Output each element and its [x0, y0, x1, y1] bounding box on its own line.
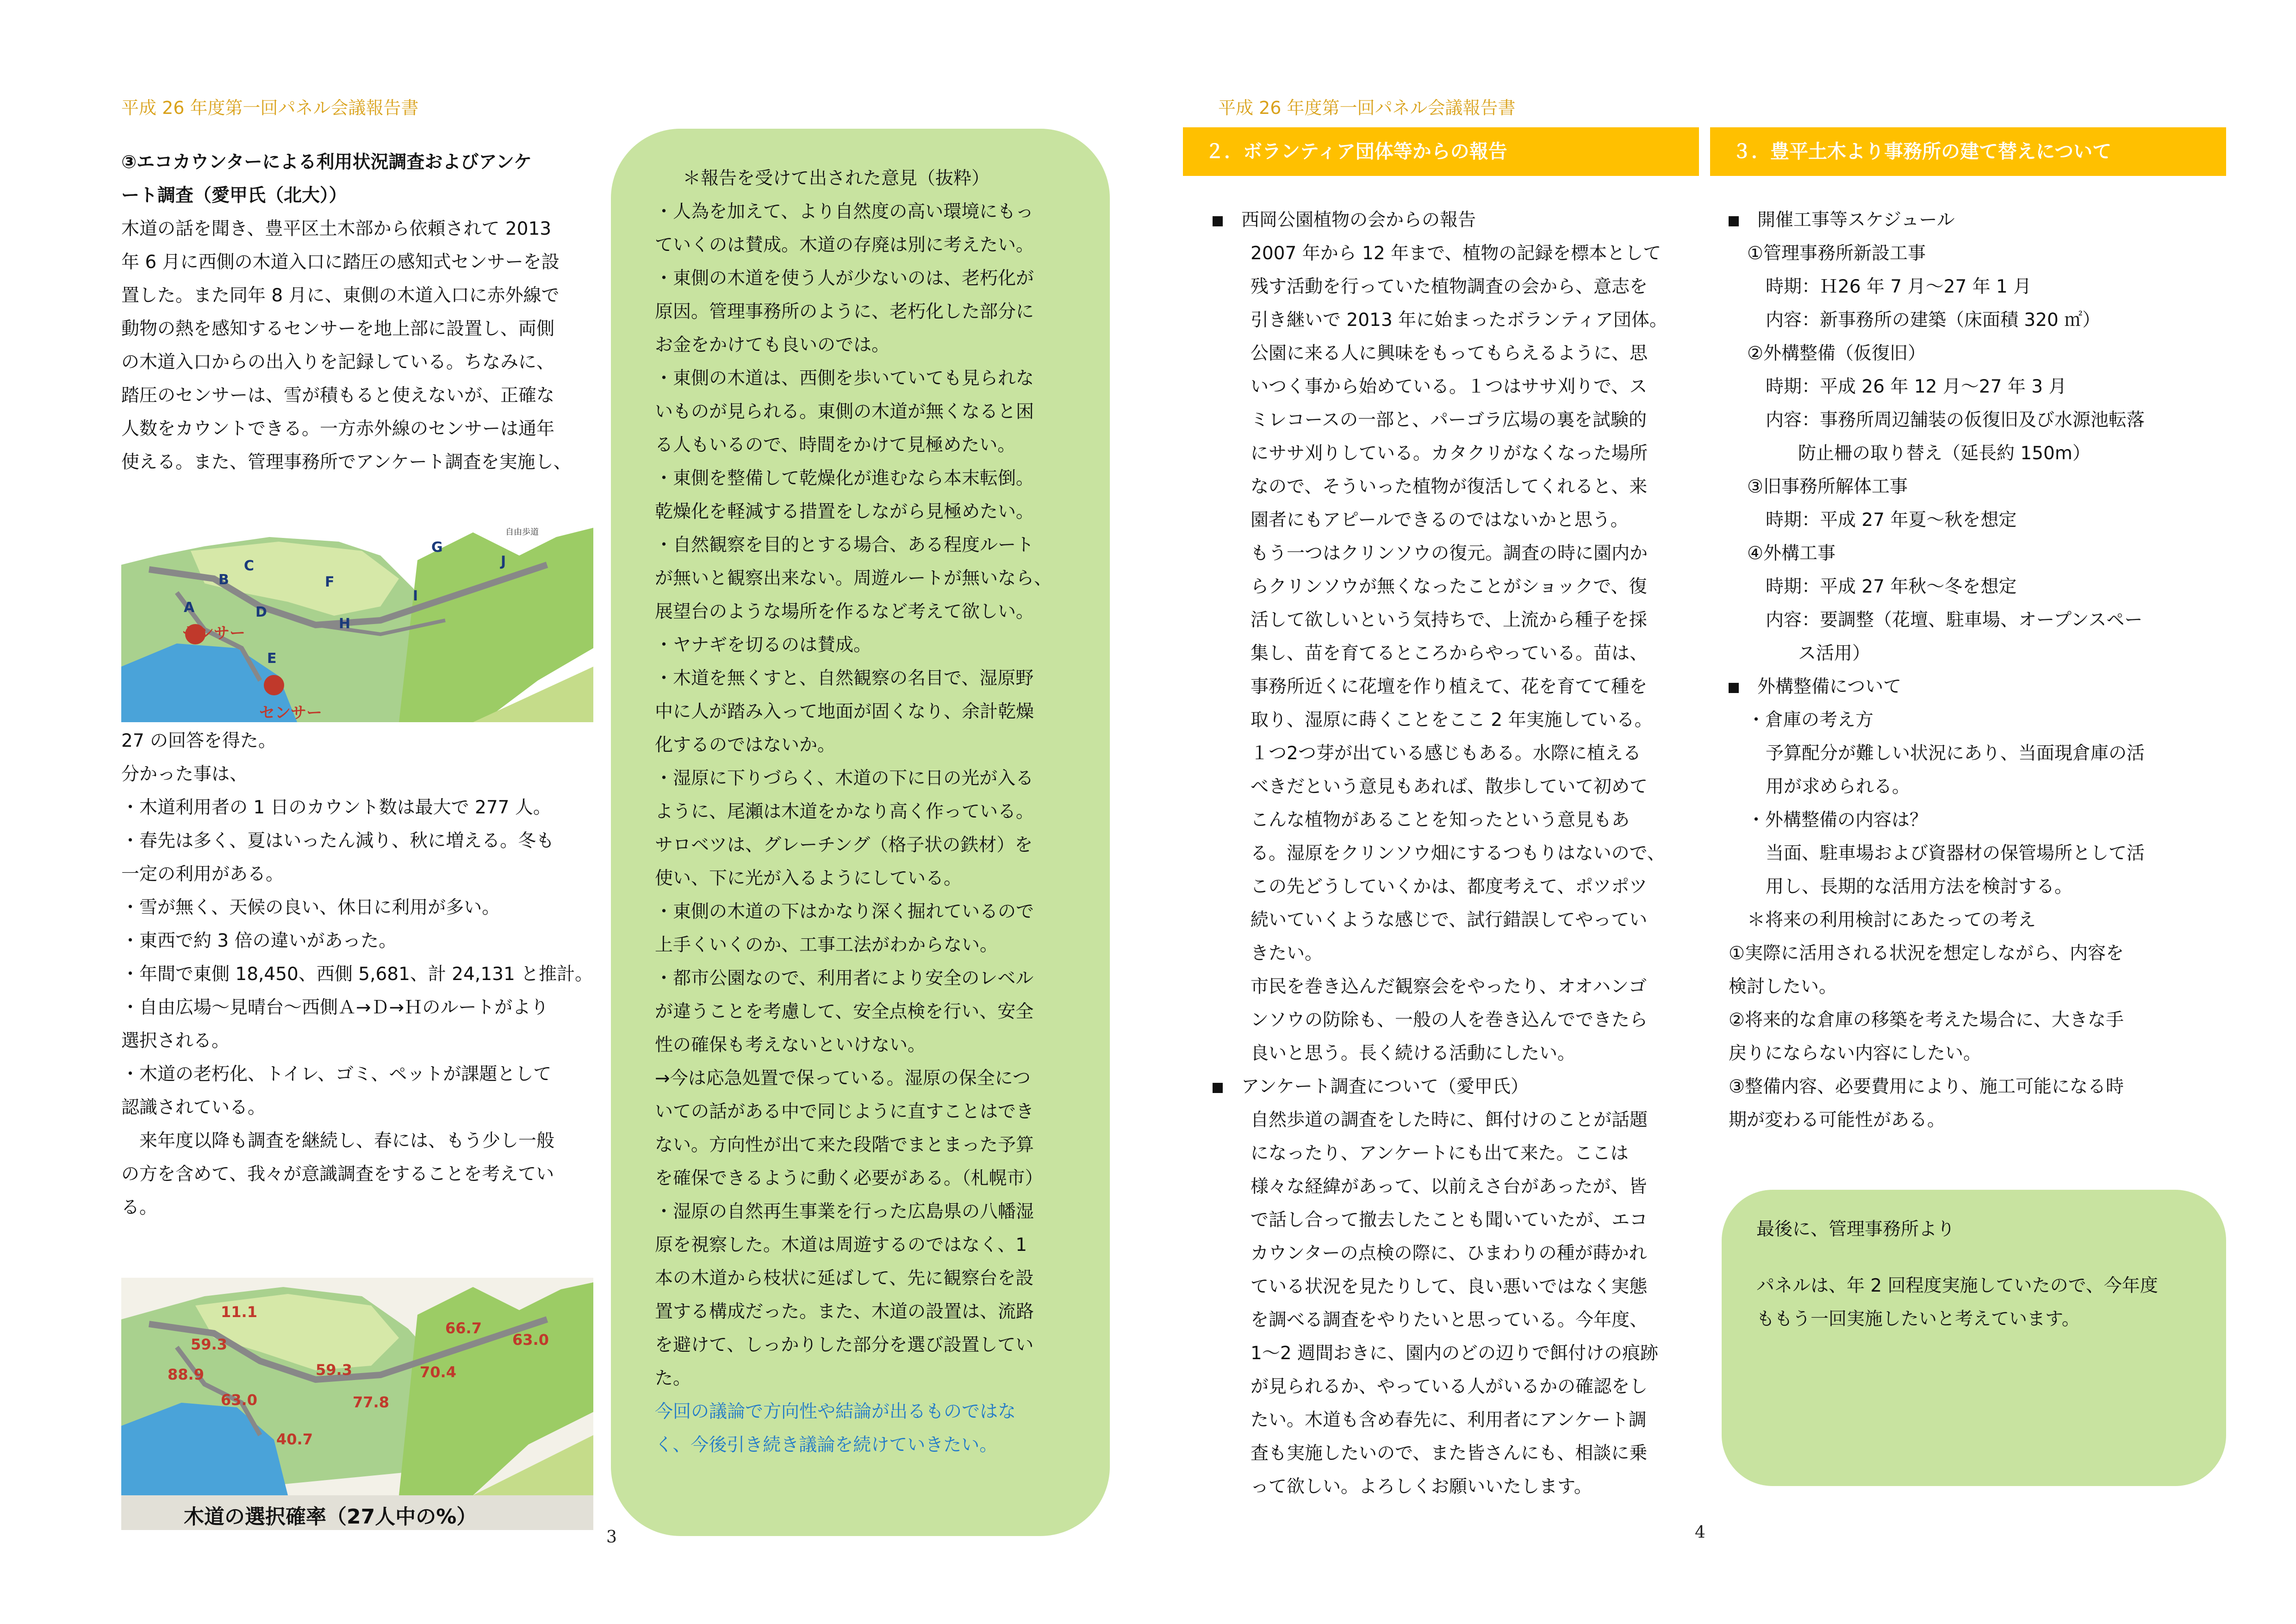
- paragraph-line: 市民を巻き込んだ観察会をやったり、オオハンゴ: [1251, 976, 1647, 997]
- paragraph-line: 置した。また同年 8 月に、東側の木道入口に赤外線で: [121, 285, 560, 306]
- rate-h: 77.8: [353, 1393, 389, 1411]
- map-legend: 自由歩道: [505, 528, 539, 537]
- schedule-item: ③旧事務所解体工事: [1747, 476, 1908, 497]
- paragraph-line: 使える。また、管理事務所でアンケート調査を実施し、: [121, 452, 572, 473]
- opinion-line: を確保できるように動く必要がある。（札幌市）: [655, 1168, 1043, 1189]
- section-3-title-bar: ３．豊平土木より事務所の建て替えについて: [1710, 127, 2226, 176]
- paragraph-line: って欲しい。よろしくお願いいたします。: [1251, 1476, 1592, 1497]
- paragraph-line: 認識されている。: [121, 1097, 266, 1118]
- opinion-line: →今は応急処置で保っている。湿原の保全につ: [655, 1068, 1031, 1089]
- paragraph-line: ・木道の老朽化、トイレ、ゴミ、ペットが課題として: [121, 1064, 552, 1085]
- paragraph-line: 事務所近くに花壇を作り植えて、花を育てて種を: [1251, 676, 1648, 697]
- paragraph-line: を調べる調査をやりたいと思っている。今年度、: [1251, 1310, 1648, 1330]
- map-letter-j: J: [501, 553, 506, 569]
- paragraph-line: る。: [121, 1197, 158, 1218]
- closing-line: く、今後引き続き議論を続けていきたい。: [655, 1435, 998, 1455]
- schedule-item: 時期：平成 27 年秋～冬を想定: [1766, 576, 2017, 597]
- rate-g: 66.7: [445, 1319, 482, 1337]
- schedule-item: ①管理事務所新設工事: [1747, 243, 1926, 264]
- opinion-line: ない。方向性が出て来た段階でまとまった予算: [655, 1135, 1034, 1156]
- closing-statement: [655, 1395, 1090, 1462]
- sensor-label-west: センサー: [182, 624, 245, 643]
- paragraph-line: る。湿原をクリンソウ畑にするつもりはないので、: [1251, 843, 1665, 864]
- opinion-line: ・東側を整備して乾燥化が進むなら本末転倒。: [655, 468, 1034, 489]
- opinion-line: る人もいるので、時間をかけて見極めたい。: [655, 435, 1016, 456]
- sensor-map-image: [121, 528, 593, 722]
- detail-item: 戻りにならない内容にしたい。: [1729, 1043, 1982, 1064]
- detail-item: ・外構整備の内容は？: [1747, 810, 1928, 831]
- schedule-item: 時期：平成 26 年 12 月～27 年 3 月: [1766, 376, 2067, 397]
- final-line: ももう一回実施したいと考えています。: [1756, 1309, 2080, 1330]
- sensor-label-east: センサー: [259, 704, 322, 722]
- opinion-line: ・自然観察を目的とする場合、ある程度ルート: [655, 535, 1034, 556]
- paragraph-line: ・東西で約 3 倍の違いがあった。: [121, 931, 397, 951]
- schedule-item: ス活用）: [1798, 643, 1871, 664]
- opinion-line: ・東側の木道の下はかなり深く掘れているので: [655, 901, 1034, 922]
- map-letter-a: A: [184, 600, 195, 616]
- opinion-line: お金をかけても良いのでは。: [655, 335, 890, 356]
- opinion-line: 使い、下に光が入るようにしている。: [655, 868, 962, 889]
- paragraph-line: 来年度以降も調査を継続し、春には、もう少し一般: [121, 1131, 555, 1151]
- paragraph-line: ・雪が無く、天候の良い、休日に利用が多い。: [121, 897, 500, 918]
- opinion-line: 本の木道から枝状に延ばして、先に観察台を設: [655, 1268, 1034, 1289]
- paragraph-line: ている状況を見たりして、良い悪いではなく実態: [1251, 1276, 1648, 1297]
- map-letter-e: E: [267, 650, 277, 667]
- opinion-line: 原を視察した。木道は周遊するのではなく、1: [655, 1235, 1027, 1255]
- paragraph-line: 園者にもアピールできるのではないかと思う。: [1251, 510, 1629, 531]
- survey-report: [1213, 1104, 1703, 1504]
- map-letter-h: H: [339, 616, 351, 632]
- detail-item: ②将来的な倉庫の移築を考えた場合に、大きな手: [1729, 1010, 2124, 1031]
- opinion-line: いての話がある中で同じように直すことはでき: [655, 1101, 1034, 1122]
- paragraph-line: で話し合って撤去したことも聞いていたが、エコ: [1251, 1210, 1648, 1230]
- opinion-line: ・湿原の自然再生事業を行った広島県の八幡湿: [655, 1201, 1034, 1222]
- paragraph-line: らクリンソウが無くなったことがショックで、復: [1251, 576, 1647, 597]
- final-message-body: [1756, 1269, 2210, 1336]
- opinions-section: [655, 162, 1090, 1462]
- opinion-line: ていくのは賛成。木道の存廃は別に考えたい。: [655, 235, 1034, 256]
- opinion-line: ・人為を加えて、より自然度の高い環境にもっ: [655, 201, 1034, 222]
- paragraph-line: 木道の話を聞き、豊平区土木部から依頼されて 2013: [121, 219, 552, 239]
- final-title: 最後に、管理事務所より: [1756, 1219, 1955, 1240]
- paragraph-line: にササ刈りしている。カタクリがなくなった場所: [1251, 443, 1648, 464]
- schedule-item: 時期：Ｈ26 年 7 月～27 年 1 月: [1766, 276, 2032, 297]
- paragraph-line: ・木道利用者の 1 日のカウント数は最大で 277 人。: [121, 797, 551, 818]
- paragraph-line: 良いと思う。長く続ける活動にしたい。: [1251, 1043, 1576, 1064]
- paragraph-line: の方を含めて、我々が意識調査をすることを考えてい: [121, 1164, 554, 1185]
- opinion-line: ように、尾瀬は木道をかなり高く作っている。: [655, 801, 1034, 822]
- schedule-item: 内容：事務所周辺舗装の仮復旧及び水源池転落: [1766, 410, 2145, 431]
- opinion-line: が違うことを考慮して、安全点検を行い、安全: [655, 1001, 1034, 1022]
- detail-item: 予算配分が難しい状況にあり、当面現倉庫の活: [1766, 743, 2145, 764]
- detail-item: ・倉庫の考え方: [1747, 710, 1874, 731]
- map-letter-b: B: [218, 572, 229, 588]
- rate-e: 40.7: [276, 1430, 313, 1448]
- eco-counter-section: [121, 146, 603, 479]
- paragraph-line: もう一つはクリンソウの復元。調査の時に園内か: [1251, 543, 1648, 564]
- exterior-title: 外構整備について: [1757, 676, 1902, 697]
- final-message: [1756, 1213, 2210, 1336]
- paragraph-line: 公園に来る人に興味をもってもらえるように、思: [1251, 343, 1648, 364]
- paragraph-line: になったり、アンケートにも出て来た。ここは: [1251, 1143, 1629, 1164]
- paragraph-line: 踏圧のセンサーは、雪が積もると使えないが、正確な: [121, 385, 555, 406]
- opinion-line: ・東側の木道を使う人が少ないのは、老朽化が: [655, 268, 1034, 289]
- paragraph-line: 一定の利用がある。: [121, 864, 284, 885]
- paragraph-line: こんな植物があることを知ったという意見もあ: [1251, 810, 1630, 831]
- paragraph-line: いつく事から始めている。１つはササ刈りで、ス: [1251, 376, 1648, 397]
- section-title-line1: ③エコカウンターによる利用状況調査およびアンケ: [121, 152, 532, 173]
- map-caption: 木道の選択確率（27人中の%）: [184, 1505, 477, 1529]
- paragraph-line: 様々な経緯があって、以前えさ台があったが、皆: [1251, 1176, 1647, 1197]
- opinion-line: 中に人が踏み入って地面が固くなり、余計乾燥: [655, 701, 1034, 722]
- item2-title: アンケート調査について（愛甲氏）: [1241, 1076, 1529, 1097]
- paragraph-line: 動物の熱を感知するセンサーを地上部に設置し、両側: [121, 319, 555, 339]
- page-header-right: 平成 26 年度第一回パネル会議報告書: [1218, 98, 1516, 118]
- results-paragraph: [121, 725, 603, 1224]
- final-line: パネルは、年 2 回程度実施していたので、今年度: [1756, 1275, 2158, 1296]
- opinions-heading: ＊報告を受けて出された意見（抜粋）: [683, 168, 990, 189]
- paragraph-line: 選択される。: [121, 1031, 230, 1051]
- map-letter-g: G: [431, 539, 443, 556]
- bullet-icon: [1729, 683, 1739, 693]
- paragraph-line: たい。木道も含め春先に、利用者にアンケート調: [1251, 1410, 1647, 1430]
- paragraph-line: 年 6 月に西側の木道入口に踏圧の感知式センサーを設: [121, 252, 560, 273]
- paragraph-line: ・自由広場～見晴台～西側Ａ→Ｄ→Ｈのルートがより: [121, 997, 549, 1018]
- paragraph-line: ンソウの防除も、一般の人を巻き込んでできたら: [1251, 1010, 1648, 1031]
- plant-society-report: [1213, 237, 1703, 1070]
- opinion-line: ・木道を無くすと、自然観察の名目で、湿原野: [655, 668, 1034, 689]
- section-2-title-bar: ２．ボランティア団体等からの報告: [1183, 127, 1699, 176]
- paragraph-line: 活して欲しいという気持ちで、上流から種子を採: [1251, 610, 1647, 631]
- intro-paragraph: [121, 212, 603, 479]
- rate-c: 11.1: [221, 1303, 257, 1321]
- opinion-line: ・ヤナギを切るのは賛成。: [655, 635, 872, 656]
- page-number-3: 3: [606, 1528, 617, 1547]
- paragraph-line: 27 の回答を得た。: [121, 731, 277, 751]
- exterior-details: [1729, 704, 2228, 1137]
- map-letter-d: D: [255, 604, 267, 620]
- detail-item: 期が変わる可能性がある。: [1729, 1110, 1946, 1131]
- opinion-line: 置する構成だった。また、木道の設置は、流路: [655, 1301, 1034, 1322]
- map-letter-i: I: [413, 588, 418, 604]
- rate-d: 63.0: [221, 1391, 257, 1409]
- volunteer-report-section: [1213, 204, 1703, 1504]
- rate-j: 63.0: [512, 1331, 549, 1349]
- opinion-line: ・湿原に下りづらく、木道の下に日の光が入る: [655, 768, 1034, 789]
- paragraph-line: 自然歩道の調査をした時に、餌付けのことが話題: [1251, 1110, 1648, 1131]
- schedule-list: [1729, 237, 2228, 670]
- opinion-line: ・都市公園なので、利用者により安全のレベル: [655, 968, 1034, 989]
- opinion-line: サロベツは、グレーチング（格子状の鉄材）を: [655, 835, 1033, 856]
- schedule-item: ②外構整備（仮復旧）: [1747, 343, 1926, 364]
- paragraph-line: 取り、湿原に蒔くことをここ 2 年実施している。: [1251, 710, 1653, 731]
- detail-item: ①実際に活用される状況を想定しながら、内容を: [1729, 943, 2124, 964]
- rate-a: 88.9: [168, 1366, 204, 1383]
- rate-f: 59.3: [316, 1361, 352, 1379]
- paragraph-line: 2007 年から 12 年まで、植物の記録を標本として: [1251, 243, 1661, 264]
- map-letter-c: C: [244, 558, 255, 574]
- opinion-line: 性の確保も考えないといけない。: [655, 1035, 926, 1056]
- paragraph-line: 続いていくような感じで、試行錯誤してやってい: [1251, 910, 1648, 931]
- section-title-line2: ート調査（愛甲氏（北大））: [121, 185, 347, 206]
- detail-item: ③整備内容、必要費用により、施工可能になる時: [1729, 1076, 2124, 1097]
- paragraph-line: きたい。: [1251, 943, 1323, 964]
- selection-rate-map-image: [121, 1278, 593, 1530]
- office-rebuild-section: [1729, 204, 2228, 1137]
- detail-item: 検討したい。: [1729, 976, 1837, 997]
- paragraph-line: ・年間で東側 18,450、西側 5,681、計 24,131 と推計。: [121, 964, 593, 985]
- page-header-left: 平成 26 年度第一回パネル会議報告書: [121, 98, 419, 118]
- schedule-item: ④外構工事: [1747, 543, 1836, 564]
- bullet-icon: [1213, 1083, 1223, 1093]
- paragraph-line: なので、そういった植物が復活してくれると、来: [1251, 476, 1648, 497]
- paragraph-line: ・春先は多く、夏はいったん減り、秋に増える。冬も: [121, 831, 554, 851]
- paragraph-line: 査も実施したいので、また皆さんにも、相談に乗: [1251, 1443, 1648, 1464]
- opinion-line: た。: [655, 1368, 691, 1389]
- opinions-list: [655, 195, 1090, 1395]
- paragraph-line: 分かった事は、: [121, 764, 248, 785]
- paragraph-line: 残す活動を行っていた植物調査の会から、意志を: [1251, 276, 1648, 297]
- bullet-icon: [1213, 216, 1223, 226]
- schedule-title: 開催工事等スケジュール: [1757, 210, 1955, 231]
- detail-item: ＊将来の利用検討にあたっての考え: [1747, 910, 2036, 931]
- opinion-line: いものが見られる。東側の木道が無くなると困: [655, 401, 1034, 422]
- paragraph-line: べきだという意見もあれば、散歩していて初めて: [1251, 776, 1648, 797]
- rate-b: 59.3: [191, 1336, 227, 1353]
- opinion-line: 原因。管理事務所のように、老朽化した部分に: [655, 301, 1034, 322]
- paragraph-line: 引き継いで 2013 年に始まったボランティア団体。: [1251, 310, 1668, 331]
- item1-title: 西岡公園植物の会からの報告: [1241, 210, 1476, 231]
- bullet-icon: [1729, 216, 1739, 226]
- opinion-line: が無いと観察出来ない。周遊ルートが無いなら、: [655, 568, 1052, 589]
- page-number-4: 4: [1695, 1523, 1705, 1542]
- schedule-item: 内容：要調整（花壇、駐車場、オープンスペー: [1766, 610, 2143, 631]
- paragraph-line: 1～2 週間おきに、園内のどの辺りで餌付けの痕跡: [1251, 1343, 1659, 1364]
- opinion-line: ・東側の木道は、西側を歩いていても見られな: [655, 368, 1034, 389]
- paragraph-line: この先どうしていくかは、都度考えて、ポツポツ: [1251, 876, 1648, 897]
- schedule-item: 時期：平成 27 年夏～秋を想定: [1766, 510, 2017, 531]
- map-letter-f: F: [325, 574, 335, 590]
- paragraph-line: の木道入口からの出入りを記録している。ちなみに、: [121, 352, 555, 373]
- paragraph-line: 集し、苗を育てるところからやっている。苗は、: [1251, 643, 1648, 664]
- paragraph-line: が見られるか、やっている人がいるかの確認をし: [1251, 1376, 1648, 1397]
- opinion-line: 上手くいくのか、工事工法がわからない。: [655, 935, 998, 956]
- closing-line: 今回の議論で方向性や結論が出るものではな: [655, 1401, 1016, 1422]
- detail-item: 用し、長期的な活用方法を検討する。: [1766, 876, 2073, 897]
- opinion-line: 展望台のような場所を作るなど考えて欲しい。: [655, 601, 1034, 622]
- opinion-line: を避けて、しっかりした部分を選び設置してい: [655, 1335, 1034, 1355]
- schedule-item: 内容：新事務所の建築（床面積 320 ㎡）: [1766, 310, 2101, 331]
- opinion-line: 乾燥化を軽減する措置をしながら見極めたい。: [655, 501, 1034, 522]
- opinion-line: 化するのではないか。: [655, 735, 836, 756]
- paragraph-line: カウンターの点検の際に、ひまわりの種が蒔かれ: [1251, 1243, 1647, 1264]
- paragraph-line: 人数をカウントできる。一方赤外線のセンサーは通年: [121, 418, 555, 439]
- paragraph-line: １つ2つ芽が出ている感じもある。水際に植える: [1251, 743, 1641, 764]
- paragraph-line: ミレコースの一部と、パーゴラ広場の裏を試験的: [1251, 410, 1647, 431]
- detail-item: 当面、駐車場および資器材の保管場所として活: [1766, 843, 2145, 864]
- rate-i: 70.4: [420, 1363, 456, 1381]
- detail-item: 用が求められる。: [1766, 776, 1910, 797]
- schedule-item: 防止柵の取り替え（延長約 150m）: [1798, 443, 2091, 464]
